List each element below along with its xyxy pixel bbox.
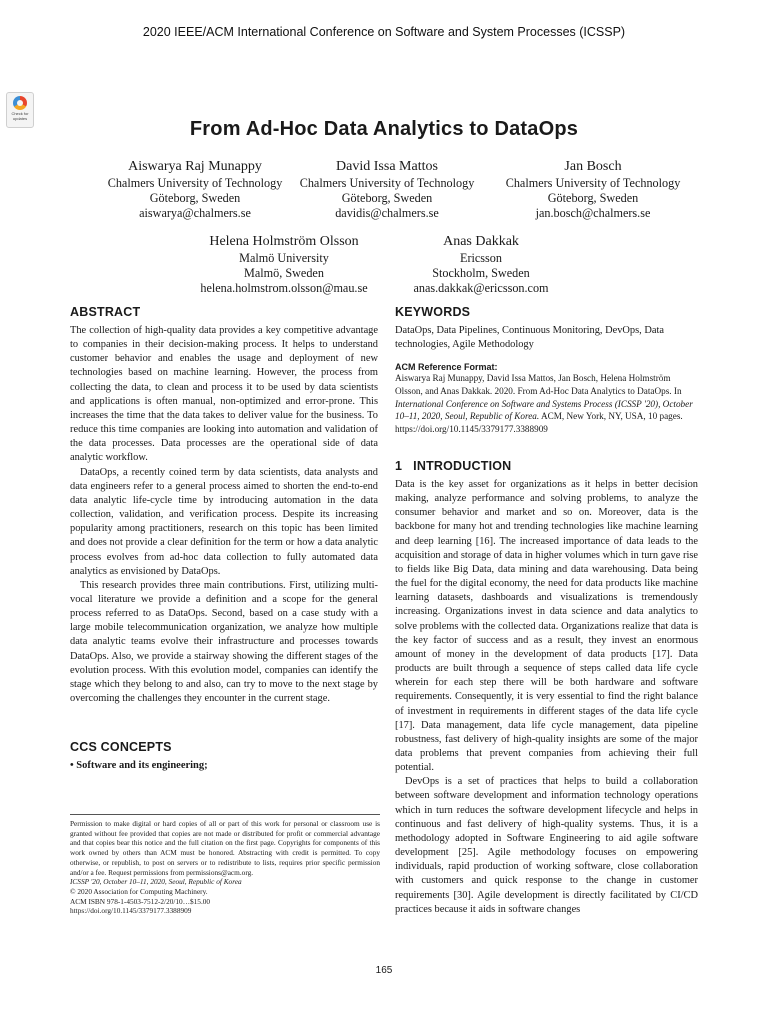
keywords-section: [395, 305, 698, 435]
permission-text: Permission to make digital or hard copies of all or part of this work for personal or classroom use is granted without fee provided that copies are not made or distributed for profit or commercial advantage and that copies bear this notice and the full citation on the first page. Copyrights for components of this work owned by others than ACM must be honored. Abstracting with credit is permitted. To copy otherwise, or republish, to post on servers or to redistribute to lists, requires prior specific permission and/or a fee. Request permissions from permissions@acm.org.: [70, 819, 380, 877]
author-location: Göteborg, Sweden: [149, 191, 241, 205]
introduction-paragraph: Data is the key asset for organizations as it helps in better decision making, analyze performance and solving problems, to analyze the consumer behavior and market and so on. Moreover, data is the backbone for many hot and trending technologies like machine learning and deep learning [16]. The increased importance of data leads to the acquisition and storage of data in higher volumes which in turn gave rise to fields like Big Data, data mining and data warehousing. Data being the fuel for the digital economy, the need for data products like machine learning datasets, dashboards and visualizations is tremendously increasing. Organizations invest in data science and data analytics to solve problems with the collected data. Organizations realize that data is the key factor of success and as a result, they invest an enormous amount of money in the development of data products [17]. Data products are built through a sequence of steps called data life cycle wherein for each step there will be both hardware and software requirements. Consequently, it is very essential to find the right balance of investment in requirements in different stages of the data life cycle [17]. Data management, data life cycle management, data pipeline robustness, fast delivery of high-quality insights are some of the major data problems that prevent companies from achieving their full potential.: [395, 479, 698, 774]
author-email[interactable]: davidis@chalmers.se: [335, 206, 439, 220]
ccs-concept-item: • Software and its engineering;: [70, 760, 208, 771]
author-email[interactable]: aiswarya@chalmers.se: [139, 206, 251, 220]
page-number: 165: [375, 965, 393, 976]
author-block: [478, 158, 708, 221]
author-location: Malmö, Sweden: [244, 266, 324, 280]
introduction-heading: 1 INTRODUCTION: [395, 459, 512, 473]
author-affiliation: Chalmers University of Technology: [505, 176, 681, 190]
author-affiliation: Chalmers University of Technology: [107, 176, 283, 190]
permission-footnote: [70, 814, 380, 916]
ccs-section: [70, 740, 378, 771]
acm-reference-venue: International Conference on Software and Systems Process (ICSSP '20), October 10–11, 2020, Seoul, Republic of Korea.: [395, 398, 693, 422]
author-location: Göteborg, Sweden: [547, 191, 639, 205]
author-affiliation: Ericsson: [460, 251, 502, 265]
author-email[interactable]: jan.bosch@chalmers.se: [535, 206, 651, 220]
author-affiliation: Chalmers University of Technology: [299, 176, 475, 190]
abstract-paragraph: The collection of high-quality data provides a key competitive advantage to companies in their decision-making process. It helps to understand customer behavior and enables the usage and deployment of new technologies based on machine learning. However, the process from collecting the data, to clean and process it to be used by data scientists and applications is often manual, non-optimized and error-prone. This increases the time that the data takes to deliver value for the business. To reduce this time companies are looking into automation and validation of the data processes. Data processes are the operational side of data analytic workflow.: [70, 325, 378, 464]
author-block: [366, 233, 596, 296]
introduction-section: [395, 459, 698, 917]
paper-title: From Ad-Hoc Data Analytics to DataOps: [189, 118, 579, 140]
ccs-heading: CCS CONCEPTS: [70, 740, 172, 754]
author-email[interactable]: helena.holmstrom.olsson@mau.se: [200, 281, 368, 295]
acm-reference-heading: ACM Reference Format:: [395, 362, 498, 373]
author-location: Göteborg, Sweden: [341, 191, 433, 205]
acm-reference-authors: Aiswarya Raj Munappy, David Issa Mattos, Jan Bosch, Helena Holmström Olsson, and Anas Dakkak. 2020. From Ad-Hoc Data Analytics to DataOps. In: [395, 373, 682, 396]
author-block: [169, 233, 399, 296]
author-name: Helena Holmström Olsson: [209, 234, 359, 249]
check-for-updates-icon: [13, 96, 27, 110]
abstract-paragraph: DataOps, a recently coined term by data scientists, data analysts and data engineers refer to a general process aimed to shorten the end-to-end data analytic life-cycle time by introducing automation in the data collection, validation, and verification process. Despite its increasing popularity among practitioners, research on this topic has been limited and does not provide a clear definition for the term or how a data analytic process evolves from ad-hoc data collection to fully automated data analytics as envisioned by DataOps.: [70, 466, 378, 577]
footnote-doi[interactable]: https://doi.org/10.1145/3379177.3388909: [70, 906, 192, 916]
author-name: David Issa Mattos: [336, 159, 438, 174]
footnote-isbn: ACM ISBN 978-1-4503-7512-2/20/10…$15.00: [70, 896, 211, 906]
author-location: Stockholm, Sweden: [432, 266, 530, 280]
abstract-paragraph: This research provides three main contributions. First, utilizing multi-vocal literature we provide a definition and a scope for the general process referred to as DataOps. Second, based on a case study with a large mobile telecommunication organization, we analyze how multiple data analytic teams evolve their infrastructure and processes towards DataOps. Also, we provide a stairway showing the different stages of the evolution process. With this evolution model, companies can identify the stage which they belong to and also, can try to move to the next stage by overcoming the challenges they encounter in the current stage.: [70, 579, 378, 705]
abstract-section: [70, 305, 378, 706]
footnote-copyright: © 2020 Association for Computing Machinery.: [70, 886, 208, 896]
conference-header: 2020 IEEE/ACM International Conference on Software and System Processes (ICSSP): [142, 25, 626, 39]
footnote-venue: ICSSP '20, October 10–11, 2020, Seoul, Republic of Korea: [70, 877, 242, 887]
keywords-text: DataOps, Data Pipelines, Continuous Monitoring, DevOps, Data technologies, Agile Methodology: [395, 325, 664, 351]
author-name: Anas Dakkak: [443, 234, 519, 249]
author-email[interactable]: anas.dakkak@ericsson.com: [413, 281, 549, 295]
introduction-paragraph: DevOps is a set of practices that helps to build a collaboration between software development and information technology operations which in turn reduces the software development lifecycle and helps in continuous and fast delivery of high-quality systems. Thus, it is a methodology adopted in Software Engineering to aid agile software development [25]. Agile methodology focuses on empowering individuals, rapid production of working software, close collaboration with customers and quick response to the change in customer requirements [30]. Agile development is directly facilitated by CI/CD practices because it aids in software changes: [395, 776, 698, 915]
author-name: Aiswarya Raj Munappy: [128, 159, 262, 174]
acm-reference-text: [395, 372, 698, 435]
author-name: Jan Bosch: [564, 159, 622, 174]
abstract-heading: ABSTRACT: [70, 305, 141, 319]
author-block: [272, 158, 502, 221]
keywords-heading: KEYWORDS: [395, 305, 471, 319]
author-affiliation: Malmö University: [239, 251, 329, 265]
acm-reference-tail: ACM, New York, NY, USA, 10 pages. https://doi.org/10.1145/3379177.3388909: [395, 411, 683, 434]
check-for-updates-label: Check for updates: [11, 111, 29, 121]
